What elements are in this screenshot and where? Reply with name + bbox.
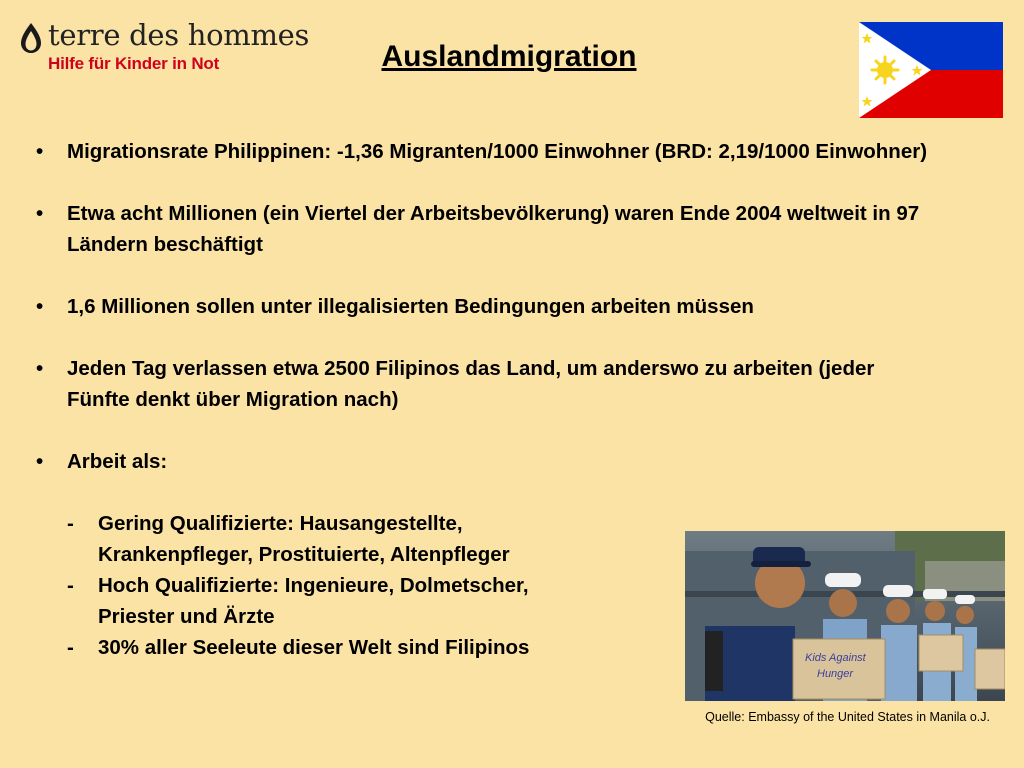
source-caption: Quelle: Embassy of the United States in Manila o.J. [705, 710, 990, 724]
bullet-item [36, 198, 936, 260]
dash-marker: - [67, 636, 74, 659]
bullet-item [36, 136, 936, 167]
page-title: Auslandmigration [381, 40, 637, 73]
bullet-item [36, 353, 936, 415]
logo-tagline: Hilfe für Kinder in Not [48, 54, 220, 73]
bullet-marker: • [36, 357, 44, 380]
logo-name: terre des hommes [48, 18, 310, 52]
bullet-item [36, 446, 936, 477]
box-label-2: Hunger [817, 668, 854, 680]
philippines-flag-icon [859, 22, 1003, 118]
work-line: Krankenpfleger, Prostituierte, Altenpfleger [98, 543, 510, 566]
work-line: 30% aller Seeleute dieser Welt sind Filipinos [98, 636, 530, 659]
work-line: Hoch Qualifizierte: Ingenieure, Dolmetscher, [98, 574, 529, 597]
dash-marker: - [67, 512, 74, 535]
bullet-item [36, 291, 936, 322]
bullet-text: 1,6 Millionen sollen unter illegalisierten Bedingungen arbeiten müssen [67, 295, 754, 318]
bullet-marker: • [36, 202, 44, 225]
bullet-text: Arbeit als: [67, 450, 168, 473]
bullet-marker: • [36, 295, 44, 318]
bullet-text: Etwa acht Millionen (ein Viertel der Arbeitsbevölkerung) waren Ende 2004 weltweit in 97 Ländern beschäftigt [67, 202, 920, 256]
work-line: Priester und Ärzte [98, 605, 275, 628]
bullet-marker: • [36, 450, 44, 473]
bullet-marker: • [36, 140, 44, 163]
dash-marker: - [67, 574, 74, 597]
sailors-photo [685, 531, 1005, 701]
box-label-1: Kids Against [805, 652, 866, 664]
work-line: Gering Qualifizierte: Hausangestellte, [98, 512, 463, 535]
bullet-text: Migrationsrate Philippinen: -1,36 Migranten/1000 Einwohner (BRD: 2,19/1000 Einwohner) [67, 140, 928, 163]
bullet-text: Jeden Tag verlassen etwa 2500 Filipinos das Land, um anderswo zu arbeiten (jeder Fünfte denkt über Migration nach) [67, 357, 875, 411]
